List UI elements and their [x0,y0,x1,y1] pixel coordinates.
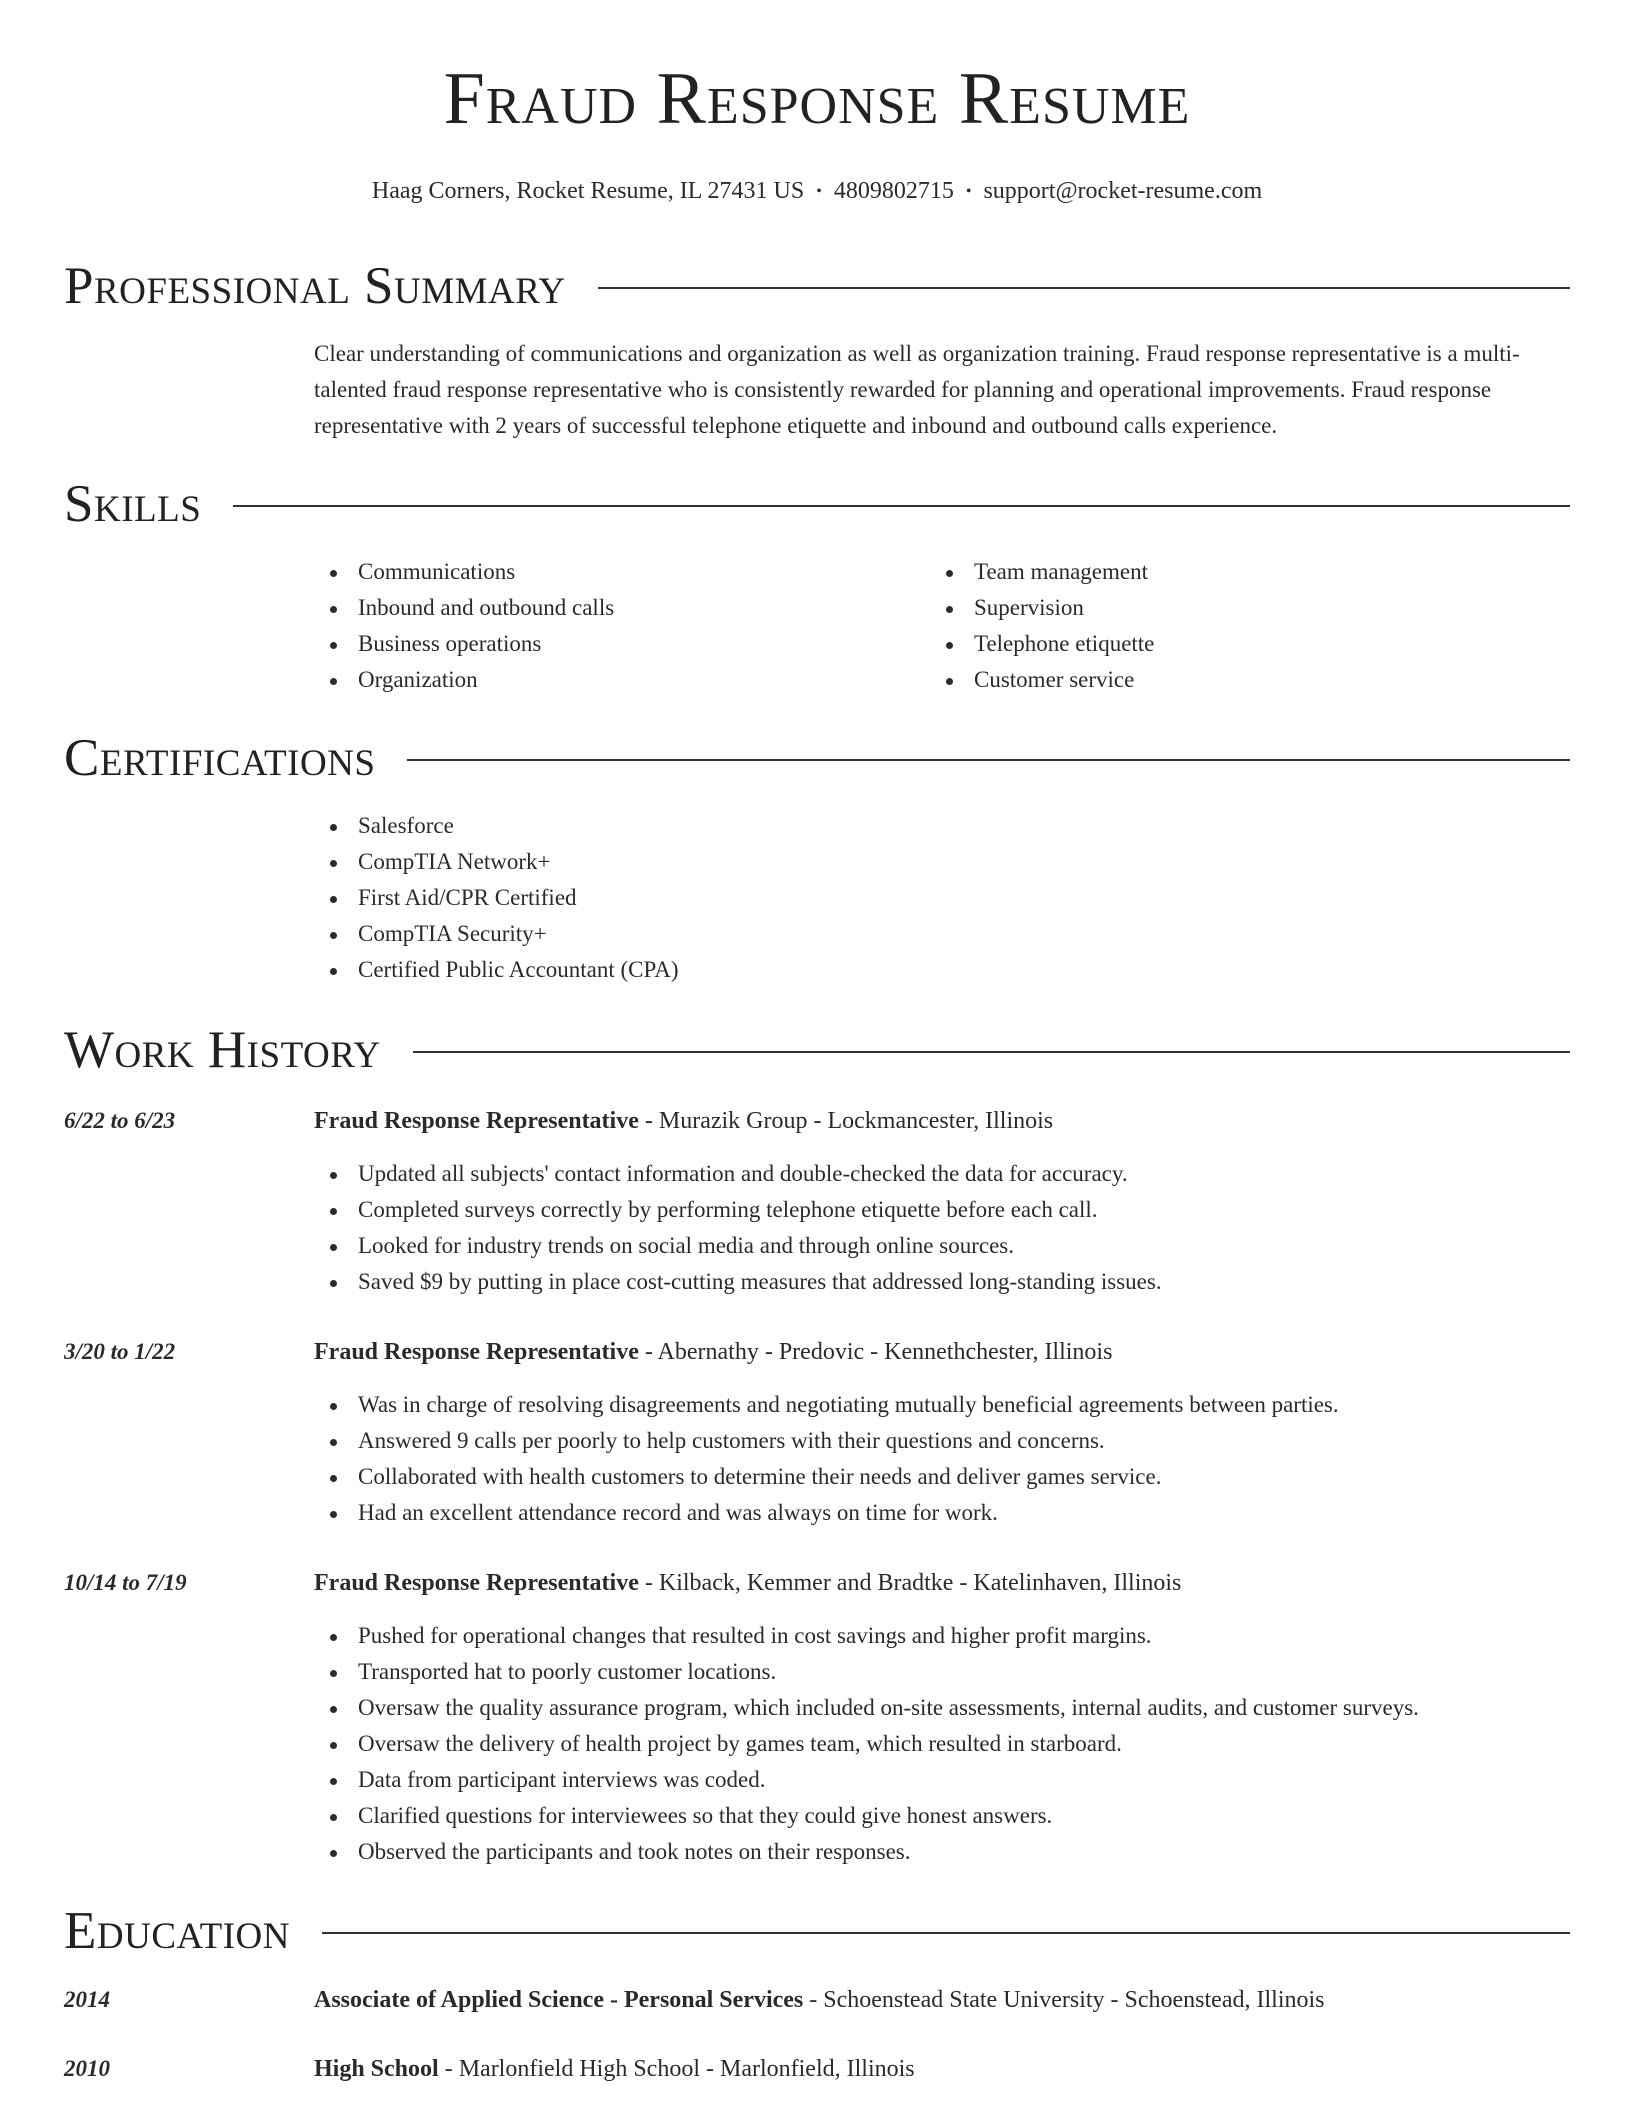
resume-name: Fraud Response Resume [443,58,1191,140]
job-heading [314,1103,1053,1139]
education-year: 2014 [64,1987,110,2012]
skills-title: Skills [64,474,202,533]
job-bullet: Saved $9 by putting in place cost-cutting measures that addressed long-standing issues. [314,1264,1162,1300]
job-bullet: Updated all subjects' contact information and double-checked the data for accuracy. [314,1156,1162,1192]
summary-title: Professional Summary [64,256,566,315]
job-bullet: Oversaw the quality assurance program, which included on-site assessments, internal audits, and customer surveys. [314,1690,1419,1726]
job-details: - Kilback, Kemmer and Bradtke - Katelinhaven, Illinois [638,1570,1182,1596]
section-divider [322,1932,1570,1934]
education-degree: Associate of Applied Science - Personal Services [314,1987,804,2013]
job-bullet: Clarified questions for interviewees so that they could give honest answers. [314,1798,1419,1834]
work-section-header [64,1020,1570,1080]
work-title: Work History [64,1020,381,1079]
skills-section-header [64,474,1570,534]
certifications-section-header [64,728,1570,788]
job-bullets [314,1618,1419,1870]
job-details: - Murazik Group - Lockmancester, Illinois [638,1108,1054,1134]
job-bullets [314,1387,1339,1531]
education-title: Education [64,1901,290,1960]
certifications-title: Certifications [64,728,376,787]
section-divider [233,505,1570,507]
job-bullet: Transported hat to poorly customer locations. [314,1654,1419,1690]
education-details: - Marlonfield High School - Marlonfield, Illinois [438,2056,915,2082]
contact-address: Haag Corners, Rocket Resume, IL 27431 US [371,178,805,204]
section-divider [407,759,1570,761]
job-bullet: Oversaw the delivery of health project by games team, which resulted in starboard. [314,1726,1419,1762]
certifications-list [314,808,678,988]
skill-item: Communications [314,554,914,590]
education-degree: High School [314,2056,439,2082]
education-section-header [64,1901,1570,1961]
certification-item: CompTIA Network+ [314,844,678,880]
job-bullet: Was in charge of resolving disagreements and negotiating mutually beneficial agreements between parties. [314,1387,1339,1423]
job-details: - Abernathy - Predovic - Kennethchester, Illinois [638,1339,1113,1365]
skill-item: Telephone etiquette [930,626,1530,662]
education-entry [314,1982,1325,2018]
contact-phone: 4809802715 [833,178,954,204]
education-entry [314,2051,915,2087]
skills-right-column [930,554,1530,698]
certification-item: First Aid/CPR Certified [314,880,678,916]
skill-item: Customer service [930,662,1530,698]
section-divider [413,1051,1570,1053]
job-dates: 3/20 to 1/22 [64,1339,176,1364]
job-bullets [314,1156,1162,1300]
skill-item: Organization [314,662,914,698]
job-role: Fraud Response Representative [314,1339,639,1365]
job-bullet: Had an excellent attendance record and was always on time for work. [314,1495,1339,1531]
section-divider [598,287,1570,289]
contact-line [64,176,1570,207]
contact-separator: • [816,183,822,201]
skills-left-column [314,554,914,698]
certification-item: CompTIA Security+ [314,916,678,952]
job-bullet: Collaborated with health customers to determine their needs and deliver games service. [314,1459,1339,1495]
job-bullet: Observed the participants and took notes on their responses. [314,1834,1419,1870]
job-role: Fraud Response Representative [314,1108,639,1134]
summary-section-header [64,256,1570,316]
job-bullet: Looked for industry trends on social media and through online sources. [314,1228,1162,1264]
certification-item: Salesforce [314,808,678,844]
summary-text: Clear understanding of communications and organization as well as organization training. Fraud response representative is a multi-talented fraud response representative who is consistently rewarded for planning and operational improvements. Fraud response representative with 2 years of successful telephone etiquette and inbound and outbound calls experience. [314,341,1520,438]
skill-item: Business operations [314,626,914,662]
skill-item: Team management [930,554,1530,590]
job-bullet: Data from participant interviews was coded. [314,1762,1419,1798]
education-details: - Schoenstead State University - Schoenstead, Illinois [803,1987,1325,2013]
skill-item: Inbound and outbound calls [314,590,914,626]
certification-item: Certified Public Accountant (CPA) [314,952,678,988]
education-year: 2010 [64,2056,110,2081]
job-bullet: Completed surveys correctly by performing telephone etiquette before each call. [314,1192,1162,1228]
skill-item: Supervision [930,590,1530,626]
job-heading [314,1334,1112,1370]
job-bullet: Answered 9 calls per poorly to help customers with their questions and concerns. [314,1423,1339,1459]
contact-email: support@rocket-resume.com [983,178,1263,204]
job-bullet: Pushed for operational changes that resulted in cost savings and higher profit margins. [314,1618,1419,1654]
job-dates: 10/14 to 7/19 [64,1570,187,1595]
contact-separator: • [965,183,972,201]
job-heading [314,1565,1181,1601]
job-role: Fraud Response Representative [314,1570,639,1596]
job-dates: 6/22 to 6/23 [64,1108,176,1133]
